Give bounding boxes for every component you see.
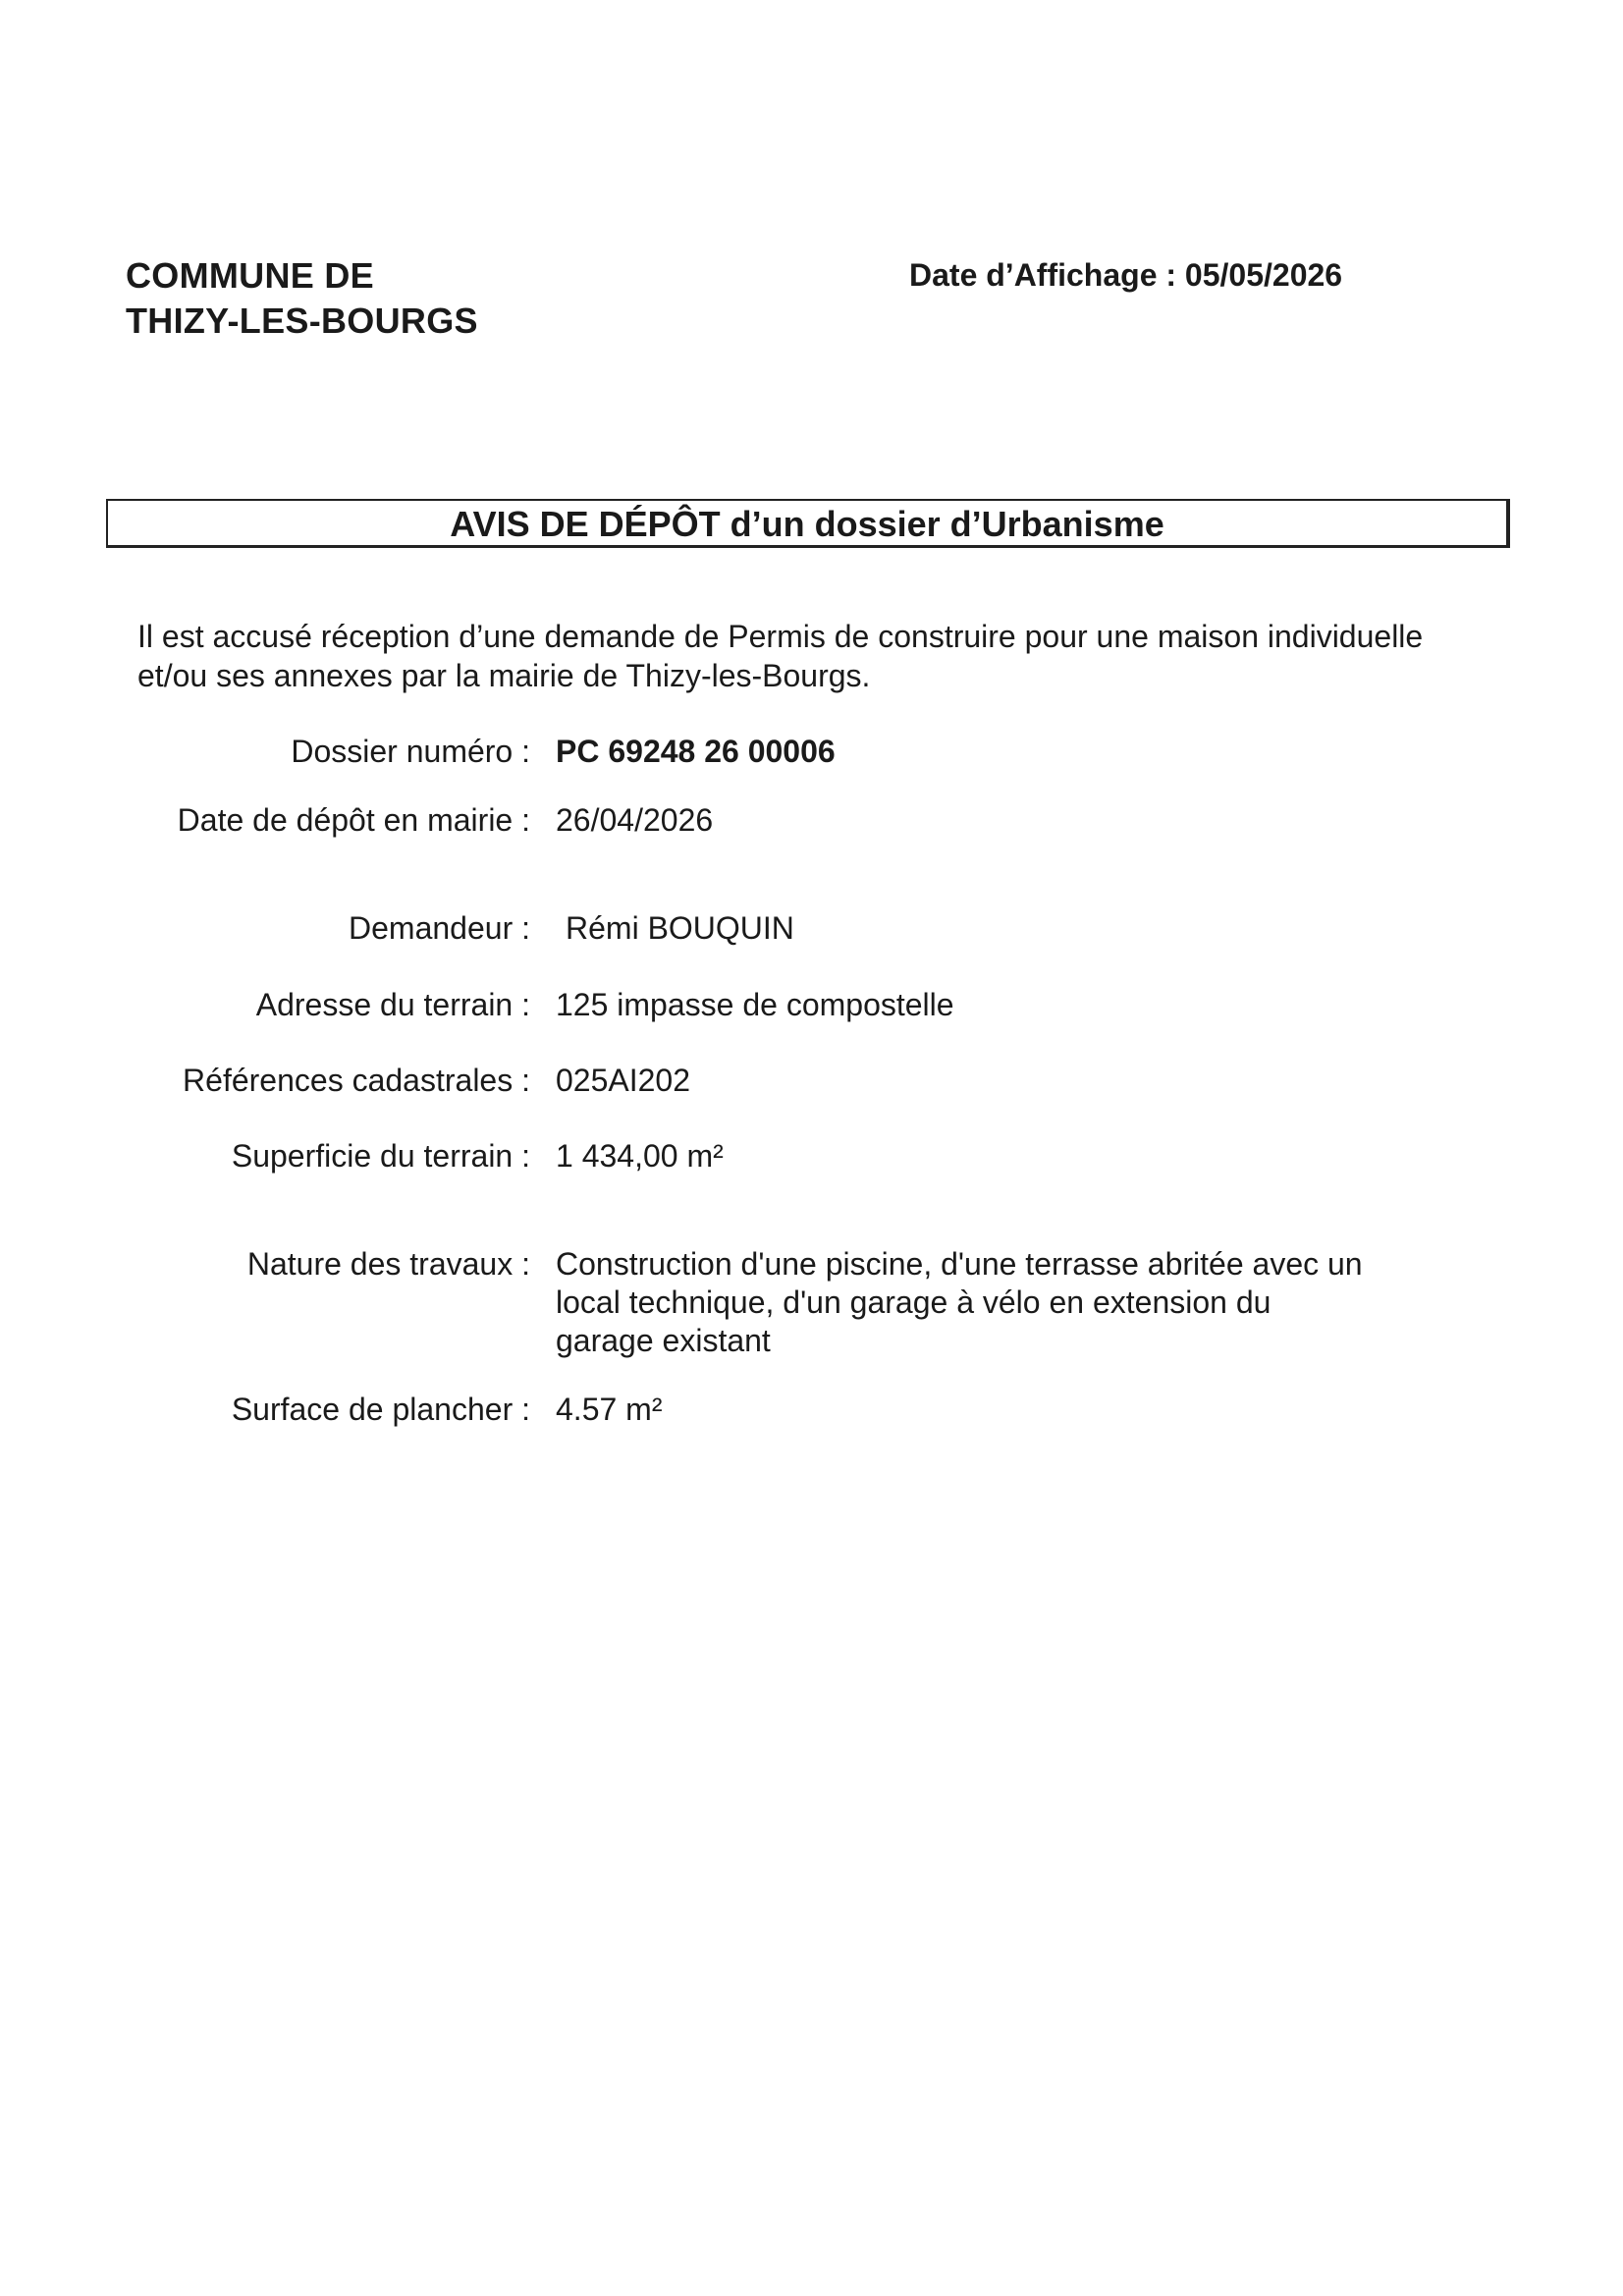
commune-line-1: COMMUNE DE xyxy=(126,255,374,296)
field-value: Rémi BOUQUIN xyxy=(566,910,794,946)
date-affichage: Date d’Affichage : 05/05/2026 xyxy=(909,257,1343,293)
field-label: Références cadastrales : xyxy=(183,1063,530,1098)
intro-paragraph: Il est accusé réception d’une demande de Permis de construire pour une maison individuelle et/ou ses annexes par la mairie de Thizy-les-Bourgs. xyxy=(137,619,1424,693)
field-label: Dossier numéro : xyxy=(291,734,530,769)
field-value: 1 434,00 m² xyxy=(556,1138,724,1174)
field-label: Date de dépôt en mairie : xyxy=(177,802,530,838)
field-value: PC 69248 26 00006 xyxy=(556,734,836,769)
field-value: 4.57 m² xyxy=(556,1392,663,1427)
field-label: Nature des travaux : xyxy=(246,1246,530,1282)
field-value: Construction d'une piscine, d'une terrasse abritée avec un local technique, d'un garage à vélo en extension du garage existant xyxy=(556,1246,1363,1358)
field-value: 125 impasse de compostelle xyxy=(556,987,954,1022)
field-value: 26/04/2026 xyxy=(556,802,714,838)
field-label: Demandeur : xyxy=(349,910,530,946)
field-label: Adresse du terrain : xyxy=(255,987,530,1022)
field-label: Surface de plancher : xyxy=(231,1392,530,1427)
field-value: 025AI202 xyxy=(556,1063,691,1098)
commune-name xyxy=(126,253,478,344)
commune-line-2: THIZY-LES-BOURGS xyxy=(126,301,478,341)
document-title: AVIS DE DÉPÔT d’un dossier d’Urbanisme xyxy=(106,499,1510,548)
field-label: Superficie du terrain : xyxy=(231,1138,530,1174)
